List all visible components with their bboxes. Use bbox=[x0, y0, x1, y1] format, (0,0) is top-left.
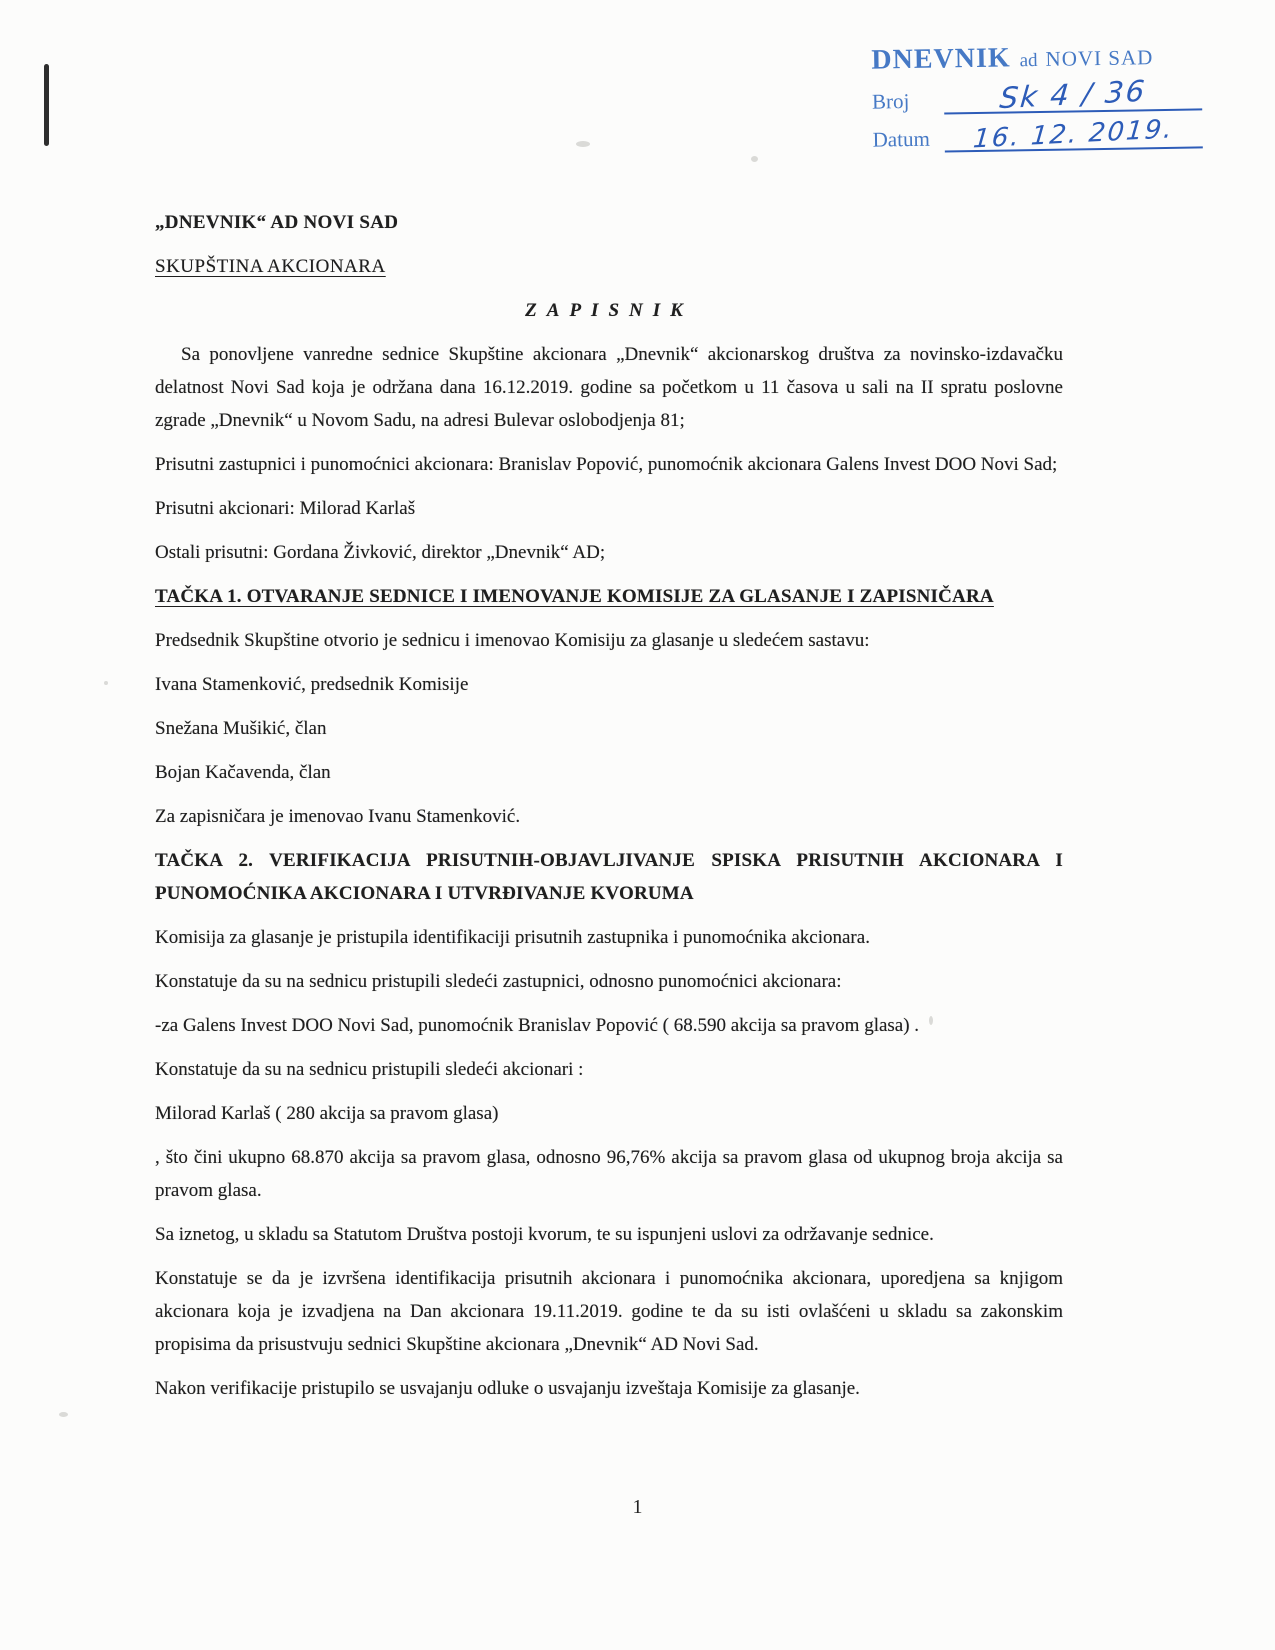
document-title: ZAPISNIK bbox=[525, 300, 693, 321]
stamp-datum-line bbox=[944, 114, 1202, 155]
stamp-datum-value: 16. 12. 2019. bbox=[972, 114, 1176, 155]
other-attendees-paragraph: Ostali prisutni: Gordana Živković, direktor „Dnevnik“ AD; bbox=[155, 542, 606, 563]
stamp-datum-label: Datum bbox=[872, 126, 930, 152]
stamp-broj-label: Broj bbox=[871, 89, 910, 114]
milorad-karlas-item: Milorad Karlaš ( 280 akcija sa pravom glasa) bbox=[155, 1103, 499, 1124]
intro-paragraph: Sa ponovljene vanredne sednice Skupštine akcionara „Dnevnik“ akcionarskog društva za novinsko-izdavačku delatnost Novi Sad koja je održana dana 16.12.2019. godine sa početkom u 11 časova u sali na II spratu poslovne zgrade „Dnevnik“ u Novom Sadu, na adresi Bulevar oslobodjenja 81; bbox=[155, 344, 1063, 431]
recorder-paragraph: Za zapisničara je imenovao Ivanu Stamenković. bbox=[155, 806, 521, 827]
representatives-list-intro: Konstatuje da su na sednicu pristupili sledeći zastupnici, odnosno punomoćnici akcionara: bbox=[155, 971, 842, 992]
scan-artifact bbox=[59, 1412, 68, 1417]
stamp-broj-line bbox=[944, 73, 1202, 116]
registry-stamp bbox=[871, 41, 1203, 153]
shareholders-list-intro: Konstatuje da su na sednicu pristupili sledeći akcionari : bbox=[155, 1059, 584, 1080]
conclusion-paragraph: Nakon verifikacije pristupilo se usvajanju odluke o usvajanju izveštaja Komisije za glasanje. bbox=[155, 1378, 860, 1399]
assembly-heading: SKUPŠTINA AKCIONARA bbox=[155, 256, 386, 277]
stamp-datum-row bbox=[872, 114, 1202, 155]
scan-artifact bbox=[576, 141, 590, 147]
commission-member-2: Snežana Mušikić, član bbox=[155, 718, 327, 739]
commission-member-3: Bojan Kačavenda, član bbox=[155, 762, 331, 783]
identification-paragraph: Komisija za glasanje je pristupila identifikaciji prisutnih zastupnika i punomoćnika akcionara. bbox=[155, 927, 870, 948]
tacka-2-heading: TAČKA 2. VERIFIKACIJA PRISUTNIH-OBJAVLJIVANJE SPISKA PRISUTNIH AKCIONARA I PUNOMOĆNIKA AKCIONARA I UTVRĐIVANJE KVORUMA bbox=[155, 850, 1063, 904]
total-votes-paragraph: , što čini ukupno 68.870 akcija sa pravom glasa, odnosno 96,76% akcija sa pravom glasa od ukupnog broja akcija sa pravom glasa. bbox=[155, 1147, 1063, 1201]
document-body bbox=[155, 206, 1063, 1416]
commission-intro-paragraph: Predsednik Skupštine otvorio je sednicu i imenovao Komisiju za glasanje u sledećem sastavu: bbox=[155, 630, 870, 651]
stamp-org-suffix: ad bbox=[1019, 49, 1038, 72]
galens-invest-item: -za Galens Invest DOO Novi Sad, punomoćnik Branislav Popović ( 68.590 akcija sa pravom glasa) . bbox=[155, 1015, 920, 1036]
shareholders-paragraph: Prisutni akcionari: Milorad Karlaš bbox=[155, 498, 416, 519]
stamp-broj-row bbox=[871, 73, 1202, 116]
scan-artifact bbox=[751, 156, 758, 162]
stamp-org-city: NOVI SAD bbox=[1045, 45, 1154, 71]
stamp-org-line bbox=[871, 41, 1201, 74]
stamp-org-name: DNEVNIK bbox=[871, 42, 1011, 76]
stamp-broj-value: Sk 4 / 36 bbox=[998, 73, 1148, 116]
verification-paragraph: Konstatuje se da je izvršena identifikacija prisutnih akcionara i punomoćnika akcionara, uporedjena sa knjigom akcionara koja je izvadjena na Dan akcionara 19.11.2019. godine te da su isti ovlašćeni u skladu sa zakonskim propisima da prisustvuju sednici Skupštine akcionara „Dnevnik“ AD Novi Sad. bbox=[155, 1268, 1063, 1355]
scan-artifact-bar bbox=[44, 64, 49, 146]
commission-member-1: Ivana Stamenković, predsednik Komisije bbox=[155, 674, 469, 695]
tacka-1-heading: TAČKA 1. OTVARANJE SEDNICE I IMENOVANJE KOMISIJE ZA GLASANJE I ZAPISNIČARA bbox=[155, 586, 994, 607]
page-number: 1 bbox=[632, 1496, 643, 1518]
representatives-paragraph: Prisutni zastupnici i punomoćnici akcionara: Branislav Popović, punomoćnik akcionara Galens Invest DOO Novi Sad; bbox=[155, 454, 1058, 475]
scan-artifact bbox=[104, 681, 108, 685]
quorum-paragraph: Sa iznetog, u skladu sa Statutom Društva postoji kvorum, te su ispunjeni uslovi za održavanje sednice. bbox=[155, 1224, 934, 1245]
company-name: „DNEVNIK“ AD NOVI SAD bbox=[155, 212, 399, 233]
